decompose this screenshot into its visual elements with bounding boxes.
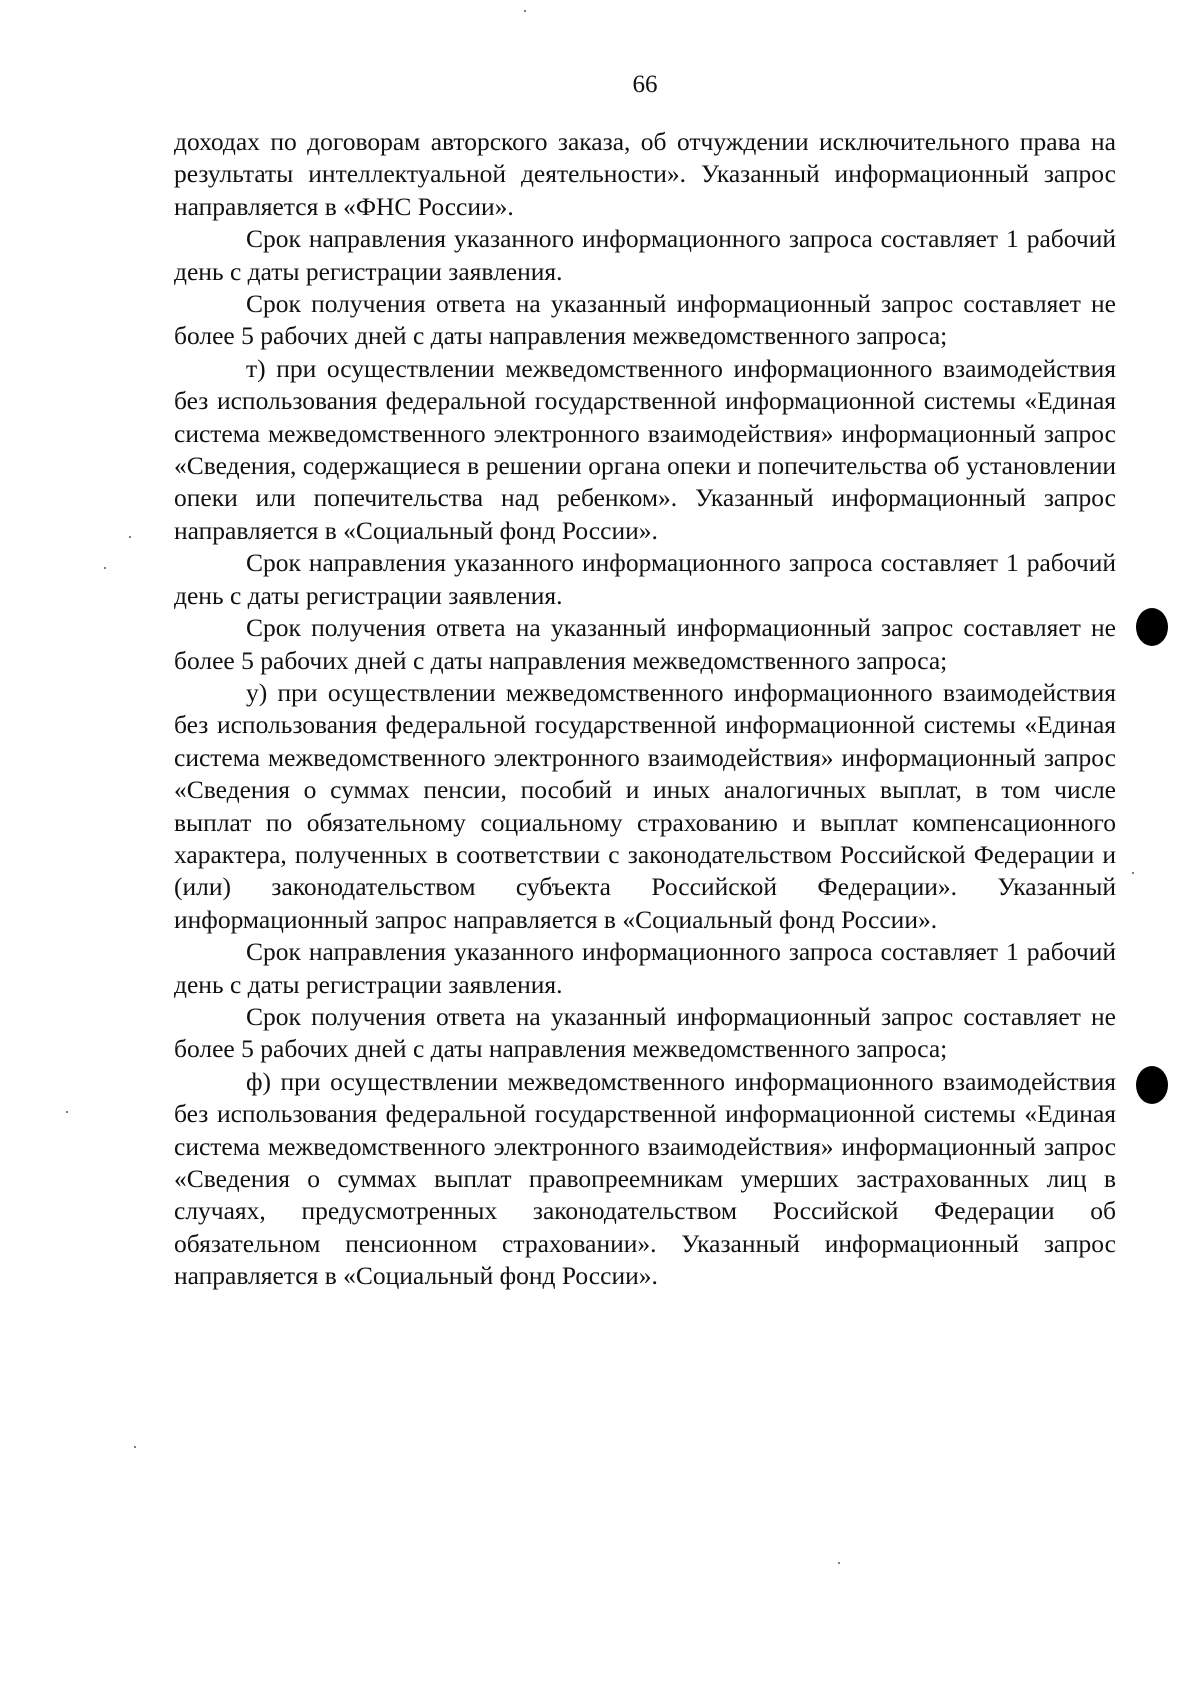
document-body [174, 126, 1116, 1293]
scan-speck [134, 1446, 136, 1448]
scan-speck [104, 567, 106, 569]
scan-speck [66, 1111, 68, 1113]
paragraph-item-t: т) при осуществлении межведомственного информационного взаимодействия без использования федеральной государственной информационной системы «Единая система межведомственного электронного взаимодействия» информационный запрос «Сведения, содержащиеся в решении органа опеки и попечительства об установлении опеки или попечительства над ребенком». Указанный информационный запрос направляется в «Социальный фонд России». [174, 353, 1116, 545]
paragraph-item-u: у) при осуществлении межведомственного информационного взаимодействия без использования федеральной государственной информационной системы «Единая система межведомственного электронного взаимодействия» информационный запрос «Сведения о суммах пенсии, пособий и иных аналогичных выплат, в том числе выплат по обязательному социальному страхованию и выплат компенсационного характера, полученных в соответствии с законодательством Российской Федерации и (или) законодательством субъекта Российской Федерации». Указанный информационный запрос направляется в «Социальный фонд России». [174, 677, 1116, 934]
paragraph-request-deadline: Срок направления указанного информационного запроса составляет 1 рабочий день с даты регистрации заявления. [174, 937, 1116, 999]
scan-speck [838, 1562, 840, 1564]
page-number: 66 [632, 71, 658, 98]
paragraph-response-deadline: Срок получения ответа на указанный информационный запрос составляет не более 5 рабочих дней с даты направления межведомственного запроса; [174, 1001, 1116, 1064]
paragraph-item-f: ф) при осуществлении межведомственного информационного взаимодействия без использования федеральной государственной информационной системы «Единая система межведомственного электронного взаимодействия» информационный запрос «Сведения о суммах выплат правопреемникам умерших застрахованных лиц в случаях, предусмотренных законодательством Российской Федерации об обязательном пенсионном страховании». Указанный информационный запрос направляется в «Социальный фонд России». [174, 1066, 1116, 1291]
paragraph-continuation: доходах по договорам авторского заказа, об отчуждении исключительного права на результаты интеллектуальной деятельности». Указанный информационный запрос направляется в «ФНС России». [174, 127, 1116, 221]
scan-speck [524, 10, 526, 12]
paragraph-response-deadline: Срок получения ответа на указанный информационный запрос составляет не более 5 рабочих дней с даты направления межведомственного запроса; [174, 613, 1116, 675]
scan-speck [1132, 872, 1134, 874]
scan-speck [129, 536, 131, 538]
paragraph-request-deadline: Срок направления указанного информационного запроса составляет 1 рабочий день с даты регистрации заявления. [174, 224, 1116, 286]
paragraph-response-deadline: Срок получения ответа на указанный информационный запрос составляет не более 5 рабочих дней с даты направления межведомственного запроса; [174, 289, 1116, 351]
hole-punch-mark [1136, 608, 1168, 646]
hole-punch-mark [1136, 1066, 1168, 1104]
paragraph-request-deadline: Срок направления указанного информационного запроса составляет 1 рабочий день с даты регистрации заявления. [174, 548, 1116, 610]
